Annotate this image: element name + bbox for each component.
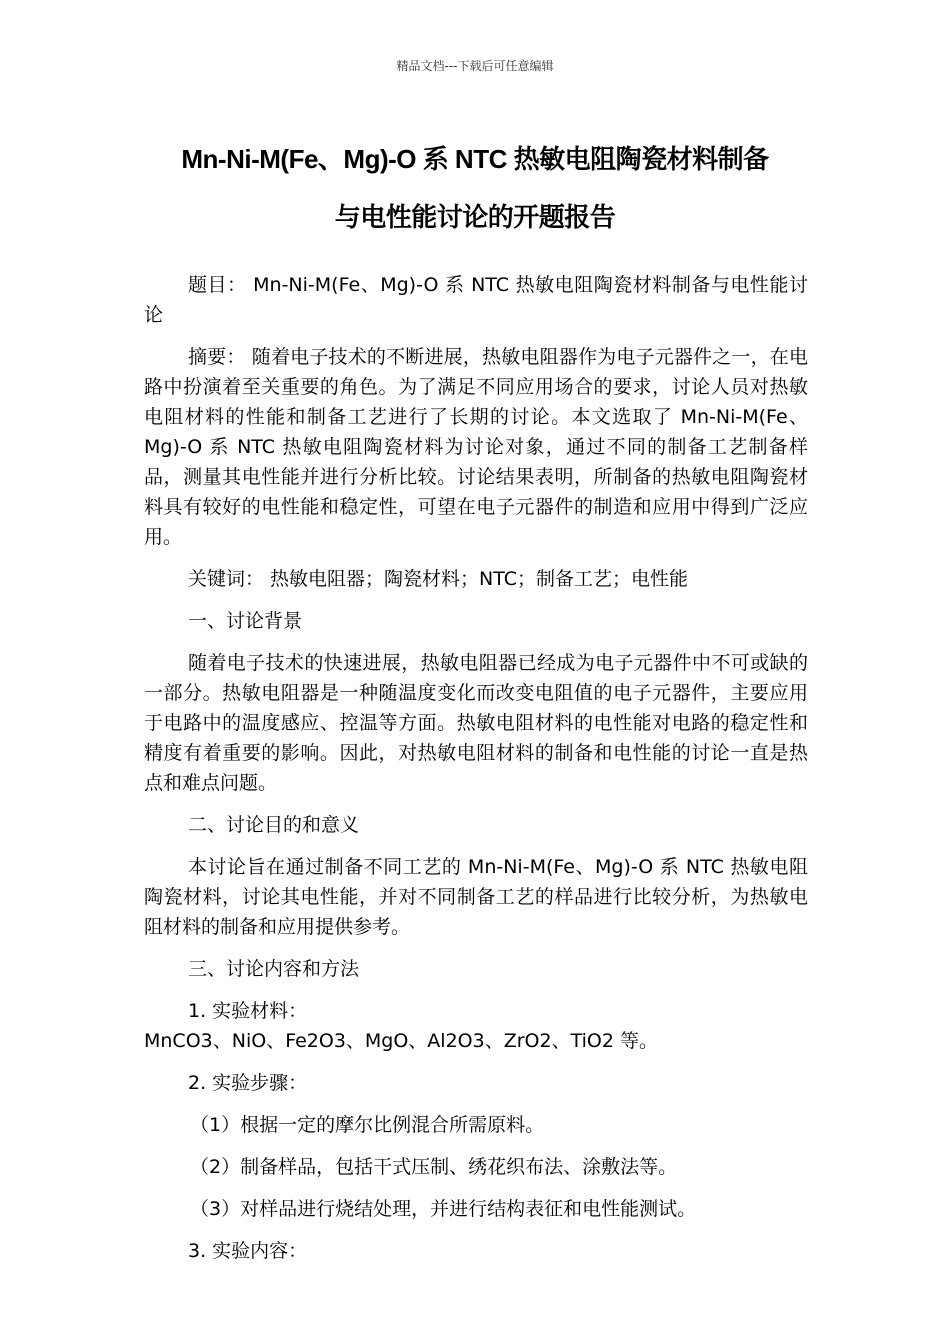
background-paragraph: 随着电子技术的快速进展，热敏电阻器已经成为电子元器件中不可或缺的一部分。热敏电阻器是一种随温度变化而改变电阻值的电子元器件，主要应用于电路中的温度感应、控温等方面。热敏电阻材料的电性能对电路的稳定性和精度有着重要的影响。因此，对热敏电阻材料的制备和电性能的讨论一直是热点和难点问题。 bbox=[144, 652, 808, 794]
topic-paragraph: 题目： Mn-Ni-M(Fe、Mg)-O 系 NTC 热敏电阻陶瓷材料制备与电性能讨论 bbox=[144, 274, 808, 326]
title-line-2: 与电性能讨论的开题报告 bbox=[334, 202, 616, 232]
abstract-paragraph: 摘要： 随着电子技术的不断进展，热敏电阻器作为电子元器件之一，在电路中扮演着至关重要的角色。为了满足不同应用场合的要求，讨论人员对热敏电阻材料的性能和制备工艺进行了长期的讨论。本文选取了 Mn-Ni-M(Fe、Mg)-O 系 NTC 热敏电阻陶瓷材料为讨论对象，通过不同的制备工艺制备样品，测量其电性能并进行分析比较。讨论结果表明，所制备的热敏电阻陶瓷材料具有较好的电性能和稳定性，可望在电子元器件的制造和应用中得到广泛应用。 bbox=[144, 346, 808, 548]
materials-label: 1. 实验材料： bbox=[188, 1000, 308, 1022]
document-title bbox=[120, 130, 830, 246]
document-body bbox=[144, 270, 808, 1278]
materials-list: MnCO3、NiO、Fe2O3、MgO、Al2O3、ZrO2、TiO2 等。 bbox=[144, 1030, 658, 1052]
keywords-line: 关键词： 热敏电阻器；陶瓷材料；NTC；制备工艺；电性能 bbox=[188, 568, 689, 590]
section-heading-purpose: 二、讨论目的和意义 bbox=[188, 814, 360, 836]
page-header: 精品文档---下载后可任意编辑 bbox=[396, 59, 554, 73]
steps-label: 2. 实验步骤： bbox=[188, 1072, 308, 1094]
section-heading-background: 一、讨论背景 bbox=[188, 610, 303, 632]
purpose-paragraph: 本讨论旨在通过制备不同工艺的 Mn-Ni-M(Fe、Mg)-O 系 NTC 热敏电阻陶瓷材料，讨论其电性能，并对不同制备工艺的样品进行比较分析，为热敏电阻材料的制备和应用提供参考。 bbox=[144, 856, 808, 938]
section-heading-methods: 三、讨论内容和方法 bbox=[188, 958, 360, 980]
title-line-1: Mn-Ni-M(Fe、Mg)-O 系 NTC 热敏电阻陶瓷材料制备 bbox=[181, 144, 769, 174]
step-item-3: （3）对样品进行烧结处理，并进行结构表征和电性能测试。 bbox=[190, 1198, 697, 1220]
step-item-1: （1）根据一定的摩尔比例混合所需原料。 bbox=[190, 1114, 545, 1136]
content-label: 3. 实验内容： bbox=[188, 1240, 308, 1262]
step-item-2: （2）制备样品，包括干式压制、绣花织布法、涂敷法等。 bbox=[190, 1156, 678, 1178]
